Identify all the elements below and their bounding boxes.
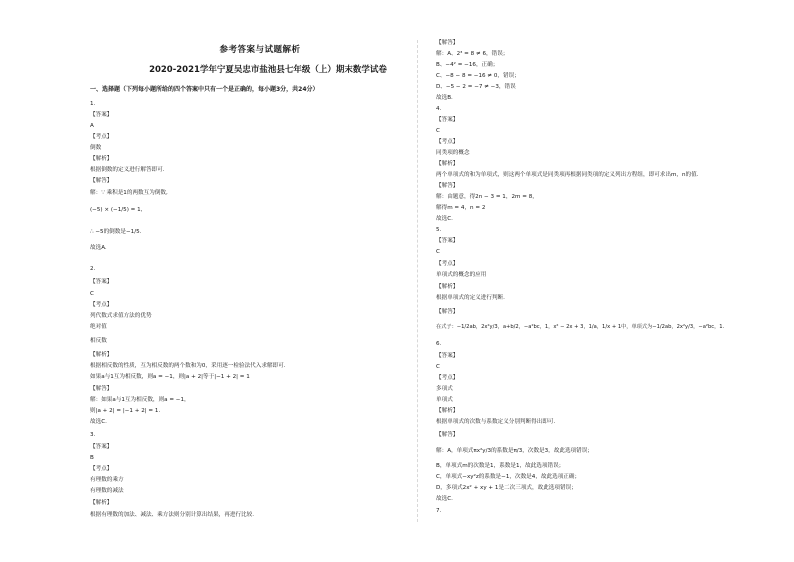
q5-jiexi-tag: 【解析】 (436, 284, 459, 290)
q3-kaodian-tag: 【考点】 (90, 466, 113, 472)
q2-kaodian-3: 相反数 (90, 338, 107, 344)
q4-line-1: 解：由题意，得2n − 3 = 1，2m = 8， (436, 194, 538, 200)
q2-line-1: 解：如果a与1互为相反数，则a = −1， (90, 397, 190, 403)
q2-kaodian-tag: 【考点】 (90, 302, 113, 308)
q1-answer-tag: 【答案】 (90, 112, 113, 118)
q6-line-5: 故选C. (436, 496, 453, 502)
q5-answer-tag: 【答案】 (436, 238, 459, 244)
q4-line-2: 解得m = 4，n = 2 (436, 205, 486, 211)
q1-line-3: ∴ −5的倒数是−1/5. (90, 229, 142, 235)
q6-line-1: 解：A，单项式πx²y/3的系数是π/3，次数是3，故此选项错误； (436, 448, 593, 454)
q6-number: 6. (436, 341, 442, 347)
q5-line-1: 在式子：−1/2ab，2x²y/3，a+b/2，−a²bc，1，x² − 2x + 3，1/a，1/x + 1中，单项式为−1/2ab，2x²y/3，−a²bc，1. (436, 324, 725, 330)
q3-answer: B (90, 455, 94, 461)
q3-answer-tag: 【答案】 (90, 444, 113, 450)
q6-jiexi: 根据单项式的次数与系数定义分别判断得出即可. (436, 419, 556, 425)
q6-kaodian-2: 单项式 (436, 397, 453, 403)
q4-jieda-tag: 【解答】 (436, 183, 459, 189)
q4-answer-tag: 【答案】 (436, 117, 459, 123)
q2-line-2: 则|a + 2| = |−1 + 2| = 1. (90, 408, 161, 414)
q3-kaodian-1: 有理数的乘方 (90, 477, 124, 483)
section-heading: 一、选择题（下列每小题所给的四个答案中只有一个是正确的，每小题3分，共24分） (90, 86, 319, 93)
q6-jiexi-tag: 【解析】 (436, 408, 459, 414)
q2-jiexi-tag: 【解析】 (90, 352, 113, 358)
q1-line-2: (−5) × (−1/5) = 1, (90, 207, 143, 213)
q2-number: 2. (90, 266, 96, 272)
exam-subtitle: 2020-2021学年宁夏吴忠市盐池县七年级（上）期末数学试卷 (149, 65, 387, 75)
q6-answer: C (436, 364, 440, 370)
q3-line-5: 故选B. (436, 95, 453, 101)
q4-answer: C (436, 128, 440, 134)
q2-answer: C (90, 291, 94, 297)
q4-line-3: 故选C. (436, 216, 453, 222)
q1-line-4: 故选A. (90, 245, 107, 251)
q1-line-1: 解：∵ 乘积是1的两数互为倒数, (90, 190, 168, 196)
q3-number: 3. (90, 432, 96, 438)
q2-answer-tag: 【答案】 (90, 279, 113, 285)
page-title: 参考答案与试题解析 (219, 45, 301, 55)
q6-answer-tag: 【答案】 (436, 353, 459, 359)
q1-answer: A (90, 123, 94, 129)
q5-jiexi: 根据单项式的定义进行判断. (436, 295, 505, 301)
q4-kaodian: 同类项的概念 (436, 150, 470, 156)
q6-line-2: B，单项式m的次数是1，系数是1，故此选项错误； (436, 463, 565, 469)
q5-answer: C (436, 249, 440, 255)
q1-jiexi-tag: 【解析】 (90, 156, 113, 162)
q4-jiexi-tag: 【解析】 (436, 161, 459, 167)
q1-number: 1. (90, 101, 96, 107)
q2-line-3: 故选C. (90, 419, 107, 425)
q5-jieda-tag: 【解答】 (436, 309, 459, 315)
q2-kaodian-1: 列代数式求值方法的优势 (90, 313, 152, 319)
q1-jieda-tag: 【解答】 (90, 178, 113, 184)
q1-kaodian: 倒数 (90, 145, 102, 151)
q1-jiexi: 根据倒数的定义进行解答即可. (90, 167, 165, 173)
q3-line-1: 解：A、2³ = 8 ≠ 6，错误； (436, 51, 509, 57)
q2-jiexi-2: 如果a与1互为相反数，则a = −1，则|a + 2|等于|−1 + 2| = 1 (90, 374, 250, 380)
q3-jiexi: 根据有理数的加法、减法、乘方法则分别计算出结果，再进行比较. (90, 512, 254, 518)
q6-jieda-tag: 【解答】 (436, 432, 459, 438)
q4-kaodian-tag: 【考点】 (436, 139, 459, 145)
q6-kaodian-tag: 【考点】 (436, 375, 459, 381)
q6-line-4: D，多项式2x² + xy + 1是二次三项式，故此选项错误； (436, 485, 577, 491)
q5-kaodian: 单项式的概念的应用 (436, 272, 487, 278)
q7-number: 7. (436, 508, 442, 514)
q3-line-4: D、−5 − 2 = −7 ≠ −3，错误 (436, 84, 516, 90)
q3-line-3: C、−8 − 8 = −16 ≠ 0，错误； (436, 73, 520, 79)
q3-jiexi-tag: 【解析】 (90, 500, 113, 506)
q6-line-3: C，单项式−xy²z的系数是−1，次数是4，故此选项正确； (436, 474, 581, 480)
q6-kaodian-1: 多项式 (436, 386, 453, 392)
q3-line-2: B、−4² = −16，正确； (436, 62, 499, 68)
q1-kaodian-tag: 【考点】 (90, 134, 113, 140)
q5-kaodian-tag: 【考点】 (436, 261, 459, 267)
column-divider (417, 40, 418, 522)
q2-jieda-tag: 【解答】 (90, 386, 113, 392)
q3-jieda-tag: 【解答】 (436, 40, 459, 46)
q2-kaodian-2: 绝对值 (90, 324, 107, 330)
q3-kaodian-2: 有理数的减法 (90, 488, 124, 494)
q4-jiexi: 两个单项式的和为单项式，则这两个单项式是同类项再根据同类项的定义列出方程组，即可求出m，n的值. (436, 172, 699, 178)
q4-number: 4. (436, 106, 442, 112)
q5-number: 5. (436, 227, 442, 233)
q2-jiexi-1: 根据相反数的性质，互为相反数的两个数和为0，采用逐一检验法代入求解即可. (90, 363, 286, 369)
